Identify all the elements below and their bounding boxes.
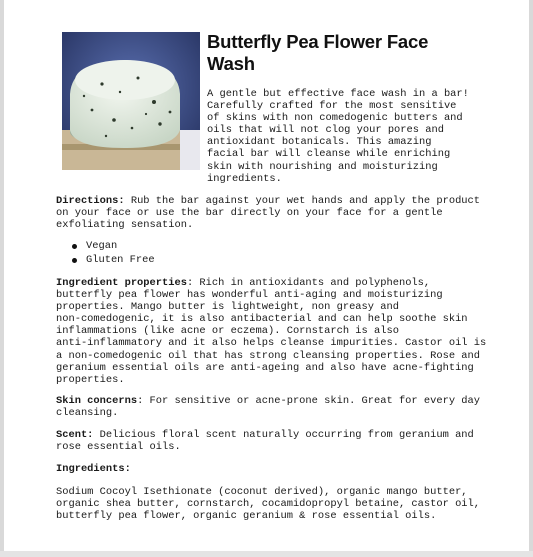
skin-concerns-section — [56, 395, 496, 419]
ingredient-properties-label: Ingredient properties — [56, 277, 187, 289]
page-border-bottom — [0, 551, 533, 557]
scent-label: Scent: — [56, 429, 94, 441]
feature-item-gluten-free: Gluten Free — [70, 254, 155, 268]
scent-section — [56, 429, 496, 453]
ingredient-properties-section — [56, 277, 496, 386]
soap-bar-photo-icon — [62, 32, 200, 170]
directions-text: Rub the bar against your wet hands and apply the product on your face or use the bar directly on your face for a gentle exfoliating sensation. — [56, 195, 481, 232]
page-border-left — [0, 0, 4, 557]
feature-list — [70, 240, 155, 267]
scent-text: Delicious floral scent naturally occurring from geranium and rose essential oils. — [56, 429, 474, 454]
ingredients-heading — [56, 463, 496, 475]
directions-section — [56, 195, 496, 231]
product-title: Butterfly Pea Flower Face Wash — [207, 31, 429, 74]
feature-item-vegan: Vegan — [70, 240, 155, 254]
skin-concerns-text: : For sensitive or acne-prone skin. Great for every day cleansing. — [56, 395, 481, 420]
product-photo — [62, 32, 200, 170]
product-description: A gentle but effective face wash in a bar! Carefully crafted for the most sensitive of skins with non comedogenic butters and oils that will not clog your pores and antioxidant botanicals. This amazing facial bar will cleanse while enriching skin with nourishing and moisturizing ingredients. — [207, 88, 469, 185]
page-border-right — [529, 0, 533, 557]
ingredients-label: Ingredients: — [56, 463, 131, 475]
ingredients-list: Sodium Cocoyl Isethionate (coconut derived), organic mango butter, organic shea butter, cornstarch, cocamidopropyl betaine, castor oil, butterfly pea flower, organic geranium & rose essential oils. — [56, 486, 481, 523]
directions-label: Directions: — [56, 195, 125, 207]
skin-concerns-label: Skin concerns — [56, 395, 138, 407]
ingredient-properties-text: : Rich in antioxidants and polyphenols, butterfly pea flower has wonderful anti-aging and moisturizing properties. Mango butter is lightweight, non greasy and non-comedogenic, it is also antibacterial and can help soothe skin inflammations (like acne or eczema). Cornstarch is also anti-inflammatory and it also helps cleanse impurities. Castor oil is a non-comedogenic oil that has strong cleansing properties. Rose and geranium essential oils are anti-ageing and also have acne-fighting properties. — [56, 277, 487, 386]
